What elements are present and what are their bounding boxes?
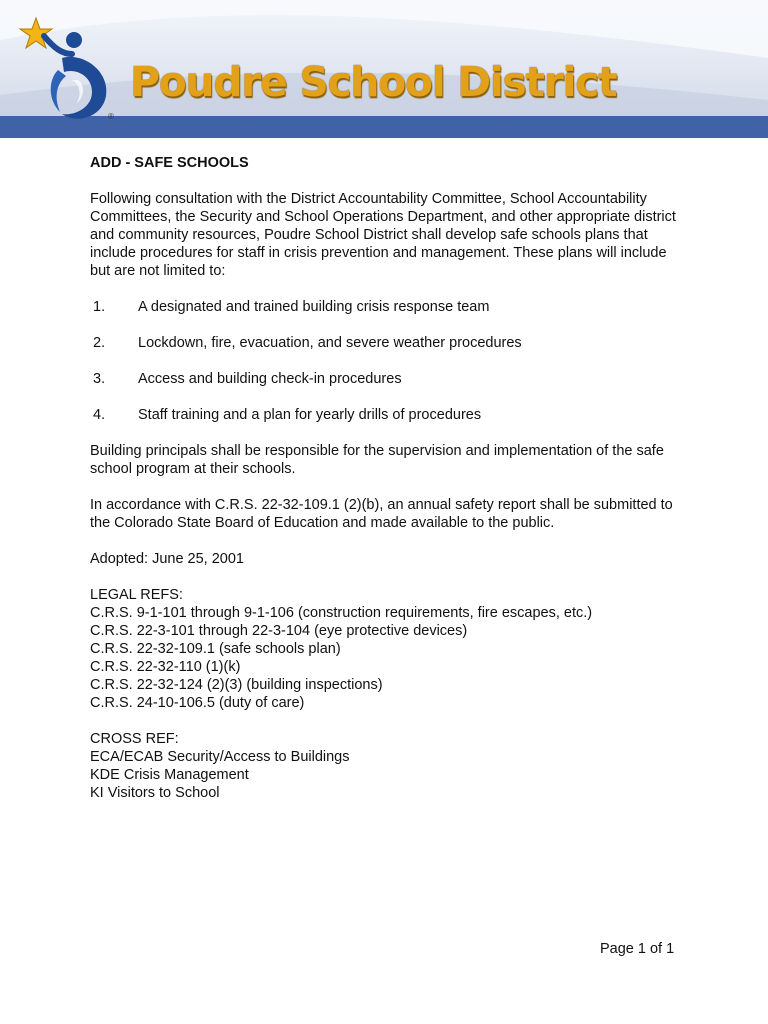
brand-name: Poudre School District	[130, 58, 617, 106]
legal-ref-item: C.R.S. 22-32-109.1 (safe schools plan)	[90, 641, 341, 657]
cross-ref-heading: CROSS REF:	[90, 731, 179, 747]
plan-requirements-list	[90, 298, 690, 424]
list-item-text: A designated and trained building crisis response team	[138, 299, 490, 315]
cross-ref-item: KDE Crisis Management	[90, 767, 249, 783]
list-item-text: Lockdown, fire, evacuation, and severe weather procedures	[138, 335, 522, 351]
registered-mark: ®	[108, 112, 114, 121]
report-paragraph: In accordance with C.R.S. 22-32-109.1 (2)(b), an annual safety report shall be submitted to the Colorado State Board of Education and made available to the public.	[90, 497, 673, 531]
legal-ref-item: C.R.S. 9-1-101 through 9-1-106 (construction requirements, fire escapes, etc.)	[90, 605, 593, 621]
legal-ref-item: C.R.S. 22-32-110 (1)(k)	[90, 659, 241, 675]
list-item-number: 1.	[93, 299, 106, 315]
legal-refs-section	[90, 586, 690, 712]
list-item-number: 2.	[93, 335, 106, 351]
intro-paragraph: Following consultation with the District Accountability Committee, School Accountability Committees, the Security and School Operations Department, and other appropriate district and community resources, Poudre School District shall develop safe schools plans that include procedures for staff in crisis prevention and management. These plans will include but are not limited to:	[90, 191, 676, 279]
list-item	[90, 406, 690, 424]
document-title: ADD - SAFE SCHOOLS	[90, 155, 249, 171]
page-number: Page 1 of 1	[600, 941, 675, 957]
legal-refs-heading: LEGAL REFS:	[90, 587, 183, 603]
adopted-date: Adopted: June 25, 2001	[90, 551, 244, 567]
cross-refs-section	[90, 730, 690, 802]
list-item-text: Staff training and a plan for yearly drills of procedures	[138, 407, 482, 423]
district-logo-icon	[14, 14, 124, 126]
cross-ref-item: KI Visitors to School	[90, 785, 220, 801]
letterhead-header	[0, 0, 768, 138]
list-item-number: 3.	[93, 371, 106, 387]
list-item	[90, 370, 690, 388]
legal-ref-item: C.R.S. 22-32-124 (2)(3) (building inspections)	[90, 677, 383, 693]
document-body	[90, 154, 690, 802]
cross-ref-item: ECA/ECAB Security/Access to Buildings	[90, 749, 350, 765]
legal-ref-item: C.R.S. 24-10-106.5 (duty of care)	[90, 695, 305, 711]
list-item-text: Access and building check-in procedures	[138, 371, 402, 387]
principals-paragraph: Building principals shall be responsible for the supervision and implementation of the safe school program at their schools.	[90, 443, 664, 477]
legal-ref-item: C.R.S. 22-3-101 through 22-3-104 (eye protective devices)	[90, 623, 468, 639]
list-item	[90, 334, 690, 352]
list-item-number: 4.	[93, 407, 106, 423]
list-item	[90, 298, 690, 316]
